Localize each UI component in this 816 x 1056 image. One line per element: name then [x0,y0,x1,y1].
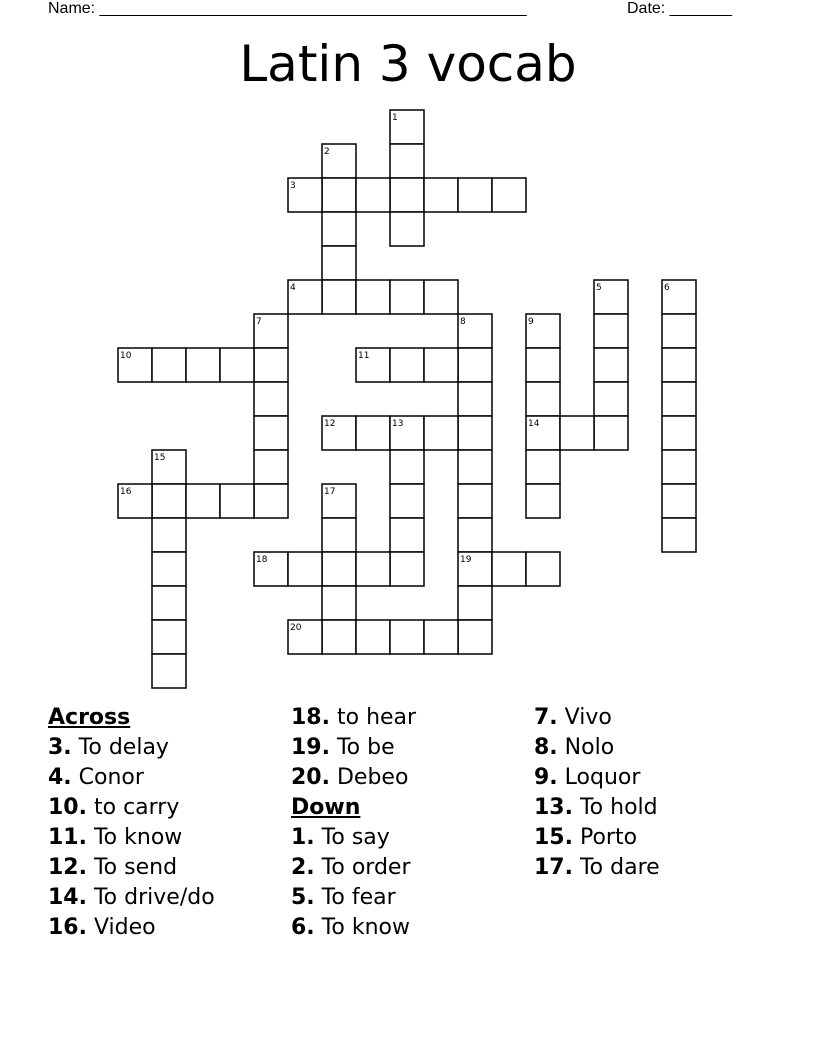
clue-number: 3. [48,735,72,760]
across-heading: Across [48,705,131,730]
grid-cell[interactable] [356,620,390,654]
grid-cell[interactable] [594,348,628,382]
grid-cell[interactable] [458,348,492,382]
grid-cell[interactable] [526,348,560,382]
clue-text: Loquor [564,765,641,790]
grid-cell[interactable] [458,586,492,620]
clue-down-9 [534,763,660,793]
grid-cell-number: 7 [256,317,262,327]
clue-across-18 [291,703,416,733]
grid-cell[interactable] [322,178,356,212]
clue-text: To be [336,735,395,760]
clue-text: To hold [579,795,658,820]
grid-cell[interactable] [254,484,288,518]
grid-cell[interactable] [390,620,424,654]
grid-cell-number: 2 [324,147,330,157]
grid-cell-number: 17 [324,487,336,497]
clue-text: To say [321,825,390,850]
clue-text: to carry [93,795,180,820]
name-field[interactable]: Name: ________________________________________________ [48,0,527,17]
grid-cell[interactable] [458,484,492,518]
grid-cell[interactable] [390,552,424,586]
clue-across-12 [48,853,215,883]
grid-cell[interactable] [152,586,186,620]
grid-cell[interactable] [458,416,492,450]
clue-down-1 [291,823,416,853]
grid-cell[interactable] [322,518,356,552]
grid-cell[interactable] [254,348,288,382]
grid-cell[interactable] [390,484,424,518]
clue-down-13 [534,793,660,823]
clue-text: To fear [321,885,396,910]
clue-text: To dare [579,855,660,880]
grid-cell[interactable] [356,178,390,212]
clue-number: 17. [534,855,573,880]
grid-cell[interactable] [662,348,696,382]
grid-cell[interactable] [390,144,424,178]
grid-cell[interactable] [594,382,628,416]
grid-cell[interactable] [662,382,696,416]
clue-number: 6. [291,915,315,940]
grid-cell[interactable] [458,518,492,552]
grid-cell[interactable] [220,484,254,518]
grid-cell[interactable] [662,518,696,552]
clue-across-14 [48,883,215,913]
grid-cell[interactable] [152,348,186,382]
grid-cell[interactable] [390,178,424,212]
clue-number: 15. [534,825,573,850]
clue-across-4 [48,763,215,793]
grid-cell[interactable] [662,450,696,484]
grid-cell[interactable] [662,416,696,450]
grid-cell[interactable] [322,246,356,280]
clue-text: Conor [78,765,144,790]
grid-cell[interactable] [152,654,186,688]
grid-cell[interactable] [662,484,696,518]
grid-cell[interactable] [458,450,492,484]
clue-number: 13. [534,795,573,820]
grid-cell-number: 19 [460,555,472,565]
grid-cell[interactable] [220,348,254,382]
grid-cell-number: 14 [528,419,540,429]
grid-cell-number: 4 [290,283,296,293]
clue-text: To delay [78,735,169,760]
grid-cell[interactable] [390,212,424,246]
clue-number: 9. [534,765,558,790]
grid-cell[interactable] [186,484,220,518]
clue-down-7 [534,703,660,733]
clue-text: To know [321,915,410,940]
grid-cell[interactable] [492,178,526,212]
grid-cell[interactable] [594,314,628,348]
grid-cell[interactable] [322,280,356,314]
clue-across-11 [48,823,215,853]
clue-text: To order [321,855,411,880]
grid-cell-number: 11 [358,351,370,361]
clue-number: 19. [291,735,330,760]
clue-text: Porto [579,825,638,850]
clue-number: 5. [291,885,315,910]
clue-across-16 [48,913,215,943]
grid-cell[interactable] [424,280,458,314]
grid-cell[interactable] [424,416,458,450]
grid-cell[interactable] [594,416,628,450]
grid-cell-number: 15 [154,453,166,463]
clue-down-8 [534,733,660,763]
clue-across-3 [48,733,215,763]
grid-cell[interactable] [560,416,594,450]
grid-cell-number: 20 [290,623,302,633]
grid-cell-number: 8 [460,317,466,327]
grid-cell[interactable] [526,450,560,484]
grid-cell-number: 3 [290,181,296,191]
grid-cell-number: 5 [596,283,602,293]
grid-cell[interactable] [424,348,458,382]
date-field[interactable]: Date: _______ [627,0,732,17]
clue-down-2 [291,853,416,883]
clue-number: 8. [534,735,558,760]
clue-number: 14. [48,885,87,910]
clue-number: 4. [48,765,72,790]
clue-down-5 [291,883,416,913]
grid-cell-number: 10 [120,351,132,361]
clue-column-3 [534,703,660,883]
grid-cell[interactable] [526,382,560,416]
grid-cell-number: 16 [120,487,132,497]
clue-number: 1. [291,825,315,850]
grid-cell[interactable] [322,586,356,620]
clue-number: 12. [48,855,87,880]
down-heading: Down [291,795,361,820]
grid-cell[interactable] [424,178,458,212]
grid-cell-number: 13 [392,419,404,429]
grid-cell[interactable] [322,620,356,654]
grid-cell[interactable] [390,348,424,382]
grid-cell[interactable] [526,552,560,586]
clue-down-15 [534,823,660,853]
clue-text: To drive/do [93,885,215,910]
clue-across-20 [291,763,416,793]
grid-cell[interactable] [526,484,560,518]
clue-number: 10. [48,795,87,820]
grid-cell[interactable] [458,620,492,654]
grid-cell[interactable] [424,620,458,654]
grid-cell[interactable] [254,416,288,450]
grid-cell[interactable] [356,280,390,314]
clue-text: Nolo [564,735,615,760]
grid-cell[interactable] [254,450,288,484]
grid-cell[interactable] [356,416,390,450]
grid-cell[interactable] [152,552,186,586]
grid-cell-number: 9 [528,317,534,327]
grid-cell[interactable] [254,382,288,416]
clue-across-10 [48,793,215,823]
grid-cell[interactable] [662,314,696,348]
grid-cell-number: 1 [392,113,398,123]
clue-number: 11. [48,825,87,850]
grid-cell[interactable] [322,552,356,586]
grid-cell[interactable] [492,552,526,586]
clue-number: 18. [291,705,330,730]
clue-text: Debeo [336,765,409,790]
page-title: Latin 3 vocab [239,35,577,93]
grid-cell-number: 6 [664,283,670,293]
clue-text: Vivo [564,705,612,730]
grid-cell[interactable] [288,552,322,586]
grid-cell[interactable] [390,518,424,552]
clue-number: 7. [534,705,558,730]
grid-cell[interactable] [458,178,492,212]
clue-column-2 [291,703,416,943]
clue-down-6 [291,913,416,943]
clue-across-19 [291,733,416,763]
clue-number: 20. [291,765,330,790]
grid-cell-number: 18 [256,555,268,565]
grid-cell[interactable] [390,280,424,314]
clue-number: 2. [291,855,315,880]
clue-column-1 [48,703,215,943]
grid-cell[interactable] [152,620,186,654]
clue-text: to hear [336,705,417,730]
grid-cell[interactable] [152,518,186,552]
grid-cell[interactable] [390,450,424,484]
grid-cell[interactable] [322,212,356,246]
clue-down-17 [534,853,660,883]
grid-cell-number: 12 [324,419,336,429]
clue-number: 16. [48,915,87,940]
clue-text: Video [93,915,156,940]
grid-cell[interactable] [458,382,492,416]
grid-cell[interactable] [152,484,186,518]
grid-cell[interactable] [356,552,390,586]
clue-text: To send [93,855,178,880]
clue-text: To know [93,825,183,850]
grid-cell[interactable] [186,348,220,382]
